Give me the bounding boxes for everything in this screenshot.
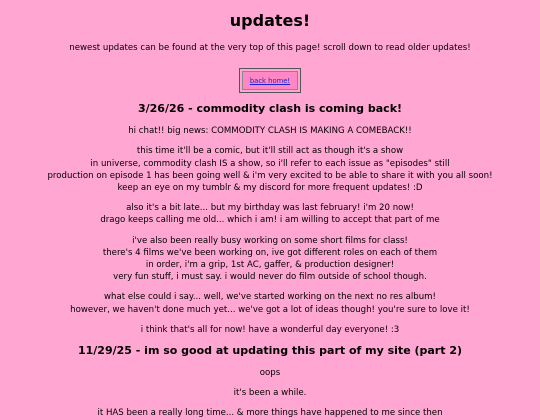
text-line: drago keeps calling me old... which i am! i am willing to accept that part of me [100, 215, 440, 226]
post-heading-1: 3/26/26 - commodity clash is coming back! [137, 102, 403, 116]
text-line: i've also been really busy working on some short films for class! [132, 235, 408, 246]
text-line: also it's a bit late... but my birthday was last february! i'm 20 now! [126, 203, 414, 214]
text-line: however, we haven't done much yet... we've got a lot of ideas though! you're sure to love it! [70, 304, 470, 315]
text-line: production on episode 1 has been going well & i'm very excited to be able to share it with you all soon! [47, 170, 493, 181]
text-line: it HAS been a really long time... & more things have happened to me since then [97, 408, 443, 419]
text-line: this time it'll be a comic, but it'll still act as though it's a show [136, 146, 404, 157]
post-1-paragraph-4 [0, 235, 540, 284]
text-line: in order, i'm a grip, 1st AC, gaffer, & production designer! [145, 260, 395, 271]
post-1-paragraph-2 [0, 145, 540, 194]
post-1-paragraph-6 [0, 324, 540, 336]
post-2-paragraph-3 [0, 407, 540, 419]
text-line: very fun stuff, i must say. i would never do film outside of school though. [113, 272, 427, 283]
text-line: oops [259, 368, 281, 379]
post-2-paragraph-1 [0, 367, 540, 379]
post-2-paragraph-2 [0, 387, 540, 399]
post-1-paragraph-5 [0, 291, 540, 315]
text-line: hi chat!! big news: COMMODITY CLASH IS MAKING A COMEBACK!! [128, 126, 412, 137]
page-subtitle: newest updates can be found at the very top of this page! scroll down to read older updates! [69, 43, 471, 53]
post-1-paragraph-3 [0, 202, 540, 226]
text-line: keep an eye on my tumblr & my discord for more frequent updates! :D [117, 183, 423, 194]
text-line: what else could i say... well, we've started working on the next no res album! [104, 292, 436, 303]
page-title: updates! [229, 11, 311, 30]
back-home-link[interactable]: back home! [249, 76, 291, 85]
back-home-box [239, 68, 301, 93]
post-1-paragraph-1 [0, 125, 540, 137]
text-line: there's 4 films we've been working on, ive got different roles on each of them [102, 247, 438, 258]
text-line: it's been a while. [233, 388, 307, 399]
text-line: i think that's all for now! have a wonderful day everyone! :3 [140, 324, 400, 335]
text-line: in universe, commodity clash IS a show, so i'll refer to each issue as "episodes" still [90, 158, 450, 169]
post-heading-2: 11/29/25 - im so good at updating this part of my site (part 2) [77, 344, 462, 358]
